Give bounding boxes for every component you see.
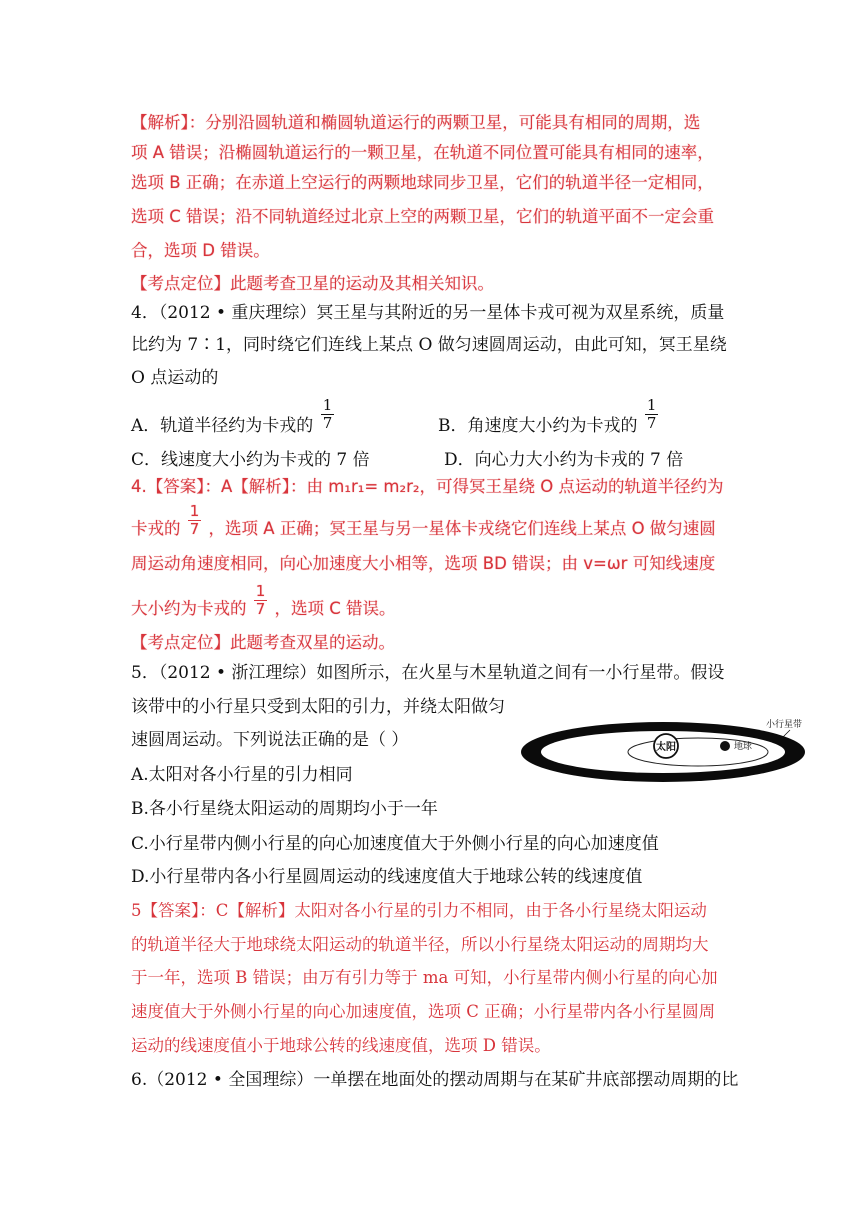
option-d-text: D．向心力大小约为卡戎的 7 倍	[444, 450, 684, 470]
question-4-stem: 4．（2012 • 重庆理综）冥王星与其附近的另一星体卡戎可视为双星系统，质量	[131, 303, 725, 323]
question-4-option-b	[438, 396, 660, 444]
question-4-stem: O 点运动的	[131, 368, 219, 388]
question-4-options-ab	[131, 396, 336, 444]
fraction-numerator: 1	[322, 396, 333, 414]
fraction-denominator: 7	[255, 600, 266, 618]
option-b-text: B．角速度大小约为卡戎的	[438, 416, 638, 436]
question-5-option: B.各小行星绕太阳运动的周期均小于一年	[131, 799, 438, 819]
question-5-stem: 5．（2012 • 浙江理综）如图所示，在火星与木星轨道之间有一小行星带。假设	[131, 663, 725, 683]
answer-5-line: 5【答案】：C【解析】太阳对各小行星的引力不相同，由于各小行星绕太阳运动	[131, 901, 707, 920]
option-a-text: A．轨道半径约为卡戎的	[131, 416, 314, 436]
fraction-denominator: 7	[322, 414, 333, 432]
answer-5-line: 于一年，选项 B 错误；由万有引力等于 ma 可知，小行星带内侧小行星的向心加	[131, 968, 718, 987]
fraction-denominator: 7	[646, 414, 657, 432]
answer-4-line4-post: ，选项 C 错误。	[274, 599, 396, 618]
fraction	[188, 504, 202, 537]
asteroid-belt-figure	[520, 716, 820, 786]
fraction-numerator: 1	[646, 396, 657, 414]
fraction-numerator: 1	[189, 502, 200, 520]
earth-label: 地球	[734, 742, 753, 752]
fraction-numerator: 1	[255, 582, 266, 600]
answer-5-line: 的轨道半径大于地球绕太阳运动的轨道半径，所以小行星绕太阳运动的周期均大	[131, 935, 709, 954]
question-5-stem: 该带中的小行星只受到太阳的引力，并绕太阳做匀	[131, 697, 505, 717]
earth-dot	[720, 741, 730, 751]
answer-4-line4-pre: 大小约为卡戎的	[131, 599, 247, 618]
question-5-stem: 速圆周运动。下列说法正确的是（ ）	[131, 730, 409, 750]
fraction	[254, 584, 268, 617]
kaodian-line: 【考点定位】此题考查卫星的运动及其相关知识。	[131, 274, 494, 293]
fraction	[645, 398, 659, 431]
answer-4-line: 周运动角速度相同，向心加速度大小相等，选项 BD 错误；由 v=ωr 可知线速度	[131, 554, 716, 573]
question-6-stem: 6.（2012 • 全国理综）一单摆在地面处的摆动周期与在某矿井底部摆动周期的比	[131, 1070, 739, 1090]
fraction-denominator: 7	[189, 520, 200, 538]
answer-4-line: 4.【答案】：A【解析】：由 m₁r₁= m₂r₂，可得冥王星绕 O 点运动的轨道半径约为	[131, 477, 724, 496]
option-c-text: C．线速度大小约为卡戎的 7 倍	[131, 450, 370, 470]
answer-5-line: 运动的线速度值小于地球公转的线速度值，选项 D 错误。	[131, 1036, 551, 1055]
answer-5-line: 速度值大于外侧小行星的向心加速度值，选项 C 正确；小行星带内各小行星圆周	[131, 1002, 716, 1021]
analysis-line: 合，选项 D 错误。	[131, 241, 270, 260]
question-5-option: A.太阳对各小行星的引力相同	[131, 765, 353, 785]
question-5-option: C.小行星带内侧小行星的向心加速度值大于外侧小行星的向心加速度值	[131, 834, 659, 854]
belt-label: 小行星带	[766, 720, 803, 730]
analysis-line: 选项 B 正确；在赤道上空运行的两颗地球同步卫星，它们的轨道半径一定相同，	[131, 173, 714, 192]
analysis-line: 项 A 错误；沿椭圆轨道运行的一颗卫星，在轨道不同位置可能具有相同的速率，	[131, 143, 714, 162]
answer-4-line	[131, 504, 716, 544]
belt-label-pointer	[782, 730, 790, 738]
question-5-option: D.小行星带内各小行星圆周运动的线速度值大于地球公转的线速度值	[131, 867, 643, 887]
question-4-stem: 比约为 7∶1，同时绕它们连线上某点 O 做匀速圆周运动，由此可知，冥王星绕	[131, 335, 727, 355]
answer-4-line2-post: ，选项 A 正确；冥王星与另一星体卡戎绕它们连线上某点 O 做匀速圆	[208, 519, 716, 538]
analysis-line: 【解析】：分别沿圆轨道和椭圆轨道运行的两颗卫星，可能具有相同的周期，选	[131, 113, 701, 132]
answer-4-line	[131, 584, 396, 624]
analysis-line: 选项 C 错误；沿不同轨道经过北京上空的两颗卫星，它们的轨道平面不一定会重	[131, 207, 715, 226]
kaodian-line: 【考点定位】此题考查双星的运动。	[131, 633, 395, 652]
sun-label: 太阳	[656, 742, 676, 753]
fraction	[321, 398, 335, 431]
answer-4-line2-pre: 卡戎的	[131, 519, 181, 538]
